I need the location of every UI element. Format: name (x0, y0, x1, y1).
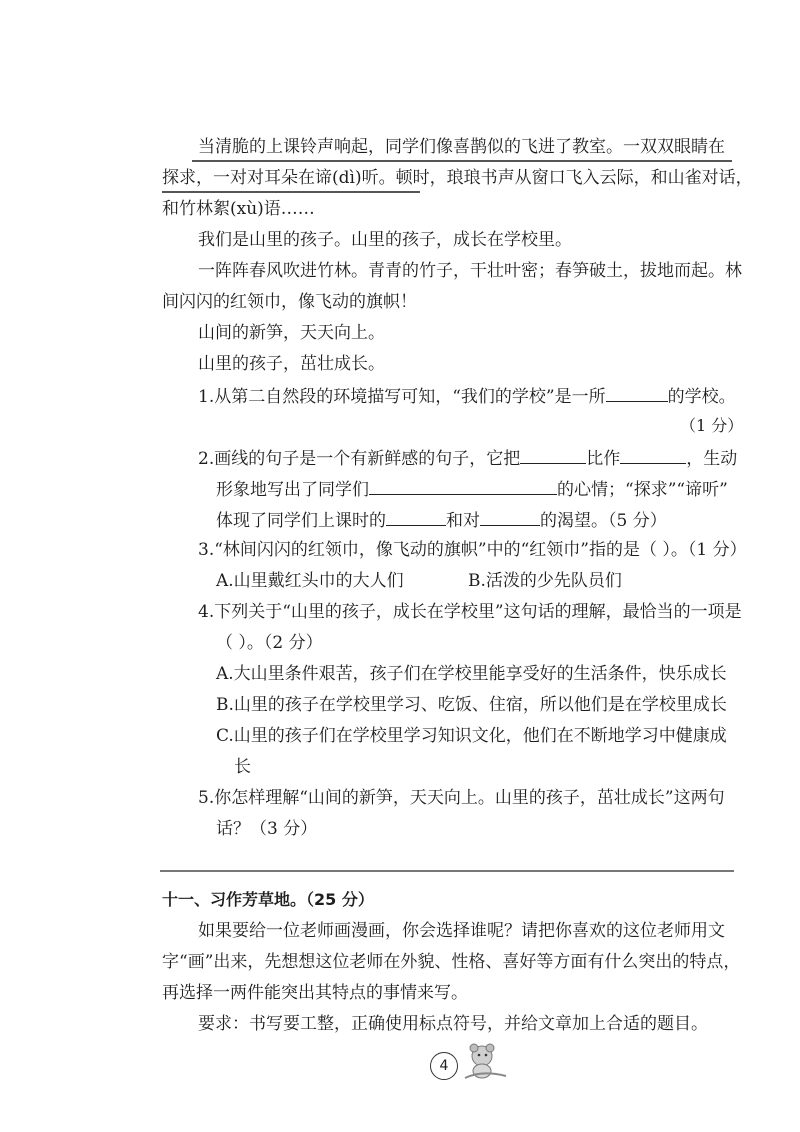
answer-line[interactable] (160, 870, 734, 872)
q2-blank-1[interactable] (520, 445, 586, 464)
section-11-prompt: 字“画”出来，先想想这位老师在外貌、性格、喜好等方面有什么突出的特点， (162, 952, 741, 972)
q2-text: ，生动 (686, 449, 738, 469)
q4-option-b[interactable]: B.山里的孩子在学校里学习、吃饭、住宿，所以他们是在学校里成长 (216, 695, 727, 715)
question-3: 3.“林间闪闪的红领巾，像飞动的旗帜”中的“红领巾”指的是（ ）。（1 分） (198, 540, 747, 560)
section-11-title: 十一、习作芳草地。（25 分） (162, 890, 374, 909)
question-2 (198, 445, 737, 471)
passage-paragraph: 山间的新笋，天天向上。 (198, 323, 385, 343)
bear-mascot-icon (460, 1042, 510, 1082)
passage-paragraph: 山里的孩子，茁壮成长。 (198, 354, 385, 374)
q2-blank-3[interactable] (369, 476, 557, 495)
q2-blank-5[interactable] (480, 507, 540, 526)
section-11-prompt: 再选择一两件能突出其特点的事情来写。 (162, 983, 468, 1003)
question-1 (198, 383, 736, 409)
q2-blank-2[interactable] (620, 445, 686, 464)
passage-line: 探求，一对对耳朵在谛(dì)听。顿时，琅琅书声从窗口飞入云际，和山雀对话， (162, 168, 753, 188)
q3-option-a[interactable]: A.山里戴红头巾的大人们 (216, 571, 404, 591)
q4-option-a[interactable]: A.大山里条件艰苦，孩子们在学校里能享受好的生活条件，快乐成长 (216, 664, 727, 684)
question-2-line3 (216, 507, 667, 533)
q2-text: 和对 (446, 511, 480, 531)
question-5: 5.你怎样理解“山间的新笋，天天向上。山里的孩子，茁壮成长”这两句 (198, 788, 725, 808)
q1-blank[interactable] (606, 383, 668, 402)
q2-blank-4[interactable] (386, 507, 446, 526)
section-11-prompt: 如果要给一位老师画漫画，你会选择谁呢？请把你喜欢的这位老师用文 (198, 921, 725, 941)
q2-text: 2.画线的句子是一个有新鲜感的句子，它把 (198, 449, 521, 469)
q4-option-c-cont: 长 (234, 757, 251, 777)
passage-line: 和竹林絮(xù)语…… (162, 199, 315, 219)
q3-option-b[interactable]: B.活泼的少先队员们 (468, 571, 622, 591)
passage-line: 一阵阵春风吹进竹林。青青的竹子，干壮叶密；春笋破土，拔地而起。林 (198, 261, 742, 281)
q1-text-end: 的学校。 (667, 387, 736, 407)
q4-option-c[interactable]: C.山里的孩子们在学校里学习知识文化，他们在不断地学习中健康成 (216, 726, 727, 746)
underline-rule (162, 191, 420, 193)
underline-rule (192, 160, 732, 162)
q2-text: 形象地写出了同学们 (216, 480, 369, 500)
question-5-line2: 话？（3 分） (216, 819, 318, 839)
q2-text: 的渴望。（5 分） (540, 511, 667, 531)
question-2-line2 (216, 476, 728, 502)
question-4-line2: （ ）。（2 分） (216, 633, 323, 653)
passage-line: 间闪闪的红领巾，像飞动的旗帜！ (162, 292, 417, 312)
passage-paragraph: 我们是山里的孩子。山里的孩子，成长在学校里。 (198, 230, 572, 250)
question-4: 4.下列关于“山里的孩子，成长在学校里”这句话的理解，最恰当的一项是 (198, 602, 742, 622)
section-11-requirements: 要求：书写要工整，正确使用标点符号，并给文章加上合适的题目。 (198, 1014, 708, 1034)
q2-text: 的心情；“探求”“谛听” (557, 480, 728, 500)
q1-score: （1 分） (680, 416, 744, 435)
page-number: 4 (430, 1052, 458, 1080)
passage-line: 当清脆的上课铃声响起，同学们像喜鹊似的飞进了教室。一双双眼睛在 (198, 137, 725, 157)
q2-text: 比作 (586, 449, 621, 469)
q2-text: 体现了同学们上课时的 (216, 511, 386, 531)
q1-text: 1.从第二自然段的环境描写可知，“我们的学校”是一所 (198, 387, 606, 407)
